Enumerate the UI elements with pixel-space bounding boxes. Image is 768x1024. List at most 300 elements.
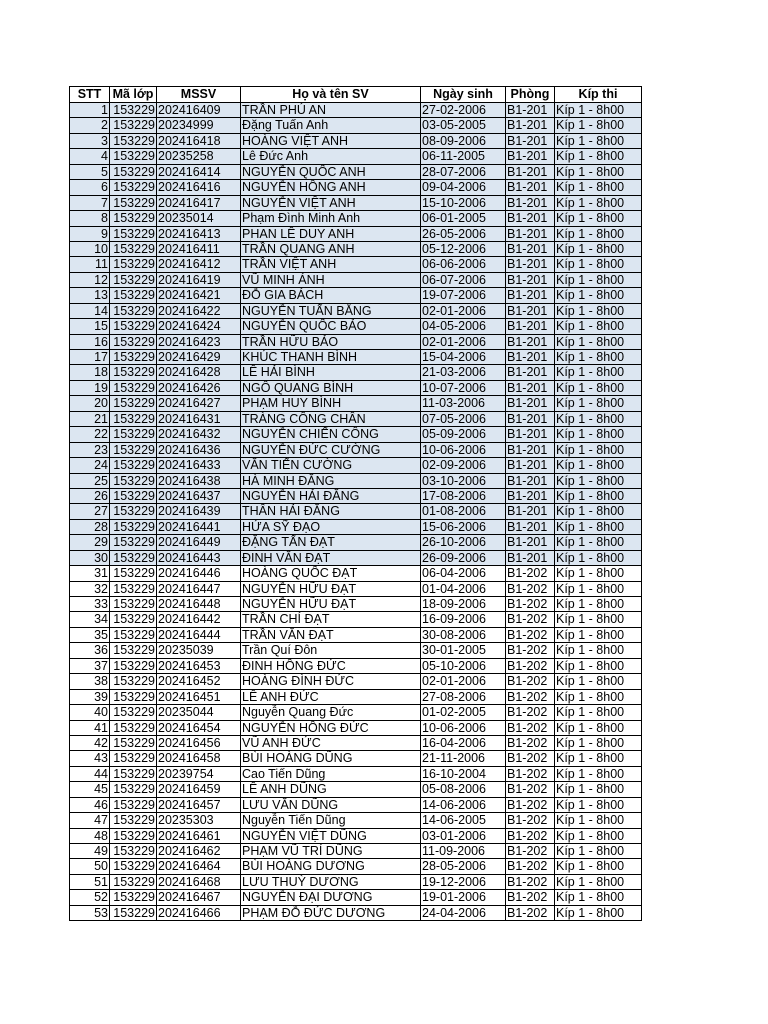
cell-student-name[interactable]: NGUYỄN VIỆT ANH bbox=[241, 195, 421, 210]
cell-stt[interactable]: 47 bbox=[70, 813, 110, 828]
cell-stt[interactable]: 36 bbox=[70, 643, 110, 658]
cell-stt[interactable]: 33 bbox=[70, 597, 110, 612]
cell-room[interactable]: B1-201 bbox=[506, 303, 555, 318]
cell-student-id[interactable]: 202416433 bbox=[157, 458, 241, 473]
cell-student-name[interactable]: NGUYỄN HỮU ĐẠT bbox=[241, 597, 421, 612]
cell-student-name[interactable]: ĐINH VĂN ĐẠT bbox=[241, 550, 421, 565]
cell-class-code[interactable]: 153229 bbox=[110, 550, 157, 565]
cell-room[interactable]: B1-201 bbox=[506, 334, 555, 349]
cell-student-id[interactable]: 202416432 bbox=[157, 427, 241, 442]
cell-exam-slot[interactable]: Kíp 1 - 8h00 bbox=[555, 581, 642, 596]
cell-exam-slot[interactable]: Kíp 1 - 8h00 bbox=[555, 813, 642, 828]
cell-student-id[interactable]: 202416428 bbox=[157, 365, 241, 380]
cell-exam-slot[interactable]: Kíp 1 - 8h00 bbox=[555, 303, 642, 318]
cell-birth-date[interactable]: 10-07-2006 bbox=[421, 380, 506, 395]
cell-exam-slot[interactable]: Kíp 1 - 8h00 bbox=[555, 504, 642, 519]
cell-student-name[interactable]: PHẠM VŨ TRÍ DŨNG bbox=[241, 844, 421, 859]
cell-class-code[interactable]: 153229 bbox=[110, 272, 157, 287]
cell-student-id[interactable]: 20235014 bbox=[157, 211, 241, 226]
cell-student-name[interactable]: HỨA SỸ ĐẠO bbox=[241, 519, 421, 534]
header-class-code[interactable]: Mã lớp bbox=[110, 87, 157, 103]
cell-exam-slot[interactable]: Kíp 1 - 8h00 bbox=[555, 890, 642, 905]
cell-student-id[interactable]: 202416436 bbox=[157, 442, 241, 457]
cell-student-name[interactable]: NGUYỄN TUẤN BẰNG bbox=[241, 303, 421, 318]
cell-student-name[interactable]: TRÀNG CÔNG CHÂN bbox=[241, 411, 421, 426]
cell-exam-slot[interactable]: Kíp 1 - 8h00 bbox=[555, 535, 642, 550]
cell-stt[interactable]: 7 bbox=[70, 195, 110, 210]
cell-room[interactable]: B1-202 bbox=[506, 890, 555, 905]
cell-student-name[interactable]: PHẠM ĐỖ ĐỨC DƯƠNG bbox=[241, 905, 421, 920]
cell-class-code[interactable]: 153229 bbox=[110, 566, 157, 581]
cell-student-name[interactable]: NGUYỄN ĐẠI DƯƠNG bbox=[241, 890, 421, 905]
cell-student-id[interactable]: 202416452 bbox=[157, 674, 241, 689]
cell-birth-date[interactable]: 16-09-2006 bbox=[421, 612, 506, 627]
cell-student-id[interactable]: 202416447 bbox=[157, 581, 241, 596]
cell-student-id[interactable]: 202416439 bbox=[157, 504, 241, 519]
cell-exam-slot[interactable]: Kíp 1 - 8h00 bbox=[555, 241, 642, 256]
cell-stt[interactable]: 39 bbox=[70, 689, 110, 704]
cell-room[interactable]: B1-201 bbox=[506, 488, 555, 503]
cell-student-name[interactable]: Đặng Tuấn Anh bbox=[241, 118, 421, 133]
cell-stt[interactable]: 15 bbox=[70, 319, 110, 334]
cell-room[interactable]: B1-201 bbox=[506, 195, 555, 210]
cell-exam-slot[interactable]: Kíp 1 - 8h00 bbox=[555, 828, 642, 843]
cell-room[interactable]: B1-202 bbox=[506, 905, 555, 920]
cell-student-name[interactable]: HÀ MINH ĐĂNG bbox=[241, 473, 421, 488]
cell-student-name[interactable]: LÊ ANH ĐỨC bbox=[241, 689, 421, 704]
cell-student-id[interactable]: 202416453 bbox=[157, 658, 241, 673]
cell-student-name[interactable]: Trần Quí Đôn bbox=[241, 643, 421, 658]
cell-student-id[interactable]: 202416418 bbox=[157, 133, 241, 148]
cell-class-code[interactable]: 153229 bbox=[110, 241, 157, 256]
cell-room[interactable]: B1-202 bbox=[506, 597, 555, 612]
cell-stt[interactable]: 13 bbox=[70, 288, 110, 303]
cell-class-code[interactable]: 153229 bbox=[110, 458, 157, 473]
cell-room[interactable]: B1-201 bbox=[506, 365, 555, 380]
cell-birth-date[interactable]: 15-04-2006 bbox=[421, 350, 506, 365]
cell-room[interactable]: B1-201 bbox=[506, 535, 555, 550]
cell-class-code[interactable]: 153229 bbox=[110, 473, 157, 488]
cell-birth-date[interactable]: 26-05-2006 bbox=[421, 226, 506, 241]
cell-exam-slot[interactable]: Kíp 1 - 8h00 bbox=[555, 874, 642, 889]
cell-room[interactable]: B1-201 bbox=[506, 427, 555, 442]
cell-room[interactable]: B1-201 bbox=[506, 411, 555, 426]
cell-student-name[interactable]: NGUYỄN HỒNG ĐỨC bbox=[241, 720, 421, 735]
cell-student-name[interactable]: TRẦN HỮU BẢO bbox=[241, 334, 421, 349]
cell-class-code[interactable]: 153229 bbox=[110, 828, 157, 843]
cell-student-id[interactable]: 202416414 bbox=[157, 164, 241, 179]
cell-class-code[interactable]: 153229 bbox=[110, 411, 157, 426]
cell-class-code[interactable]: 153229 bbox=[110, 627, 157, 642]
cell-birth-date[interactable]: 16-04-2006 bbox=[421, 735, 506, 750]
cell-exam-slot[interactable]: Kíp 1 - 8h00 bbox=[555, 627, 642, 642]
cell-class-code[interactable]: 153229 bbox=[110, 874, 157, 889]
cell-stt[interactable]: 25 bbox=[70, 473, 110, 488]
cell-exam-slot[interactable]: Kíp 1 - 8h00 bbox=[555, 226, 642, 241]
cell-exam-slot[interactable]: Kíp 1 - 8h00 bbox=[555, 257, 642, 272]
cell-exam-slot[interactable]: Kíp 1 - 8h00 bbox=[555, 751, 642, 766]
cell-exam-slot[interactable]: Kíp 1 - 8h00 bbox=[555, 488, 642, 503]
cell-stt[interactable]: 11 bbox=[70, 257, 110, 272]
cell-room[interactable]: B1-202 bbox=[506, 566, 555, 581]
cell-stt[interactable]: 52 bbox=[70, 890, 110, 905]
cell-stt[interactable]: 41 bbox=[70, 720, 110, 735]
header-room[interactable]: Phòng bbox=[506, 87, 555, 103]
cell-student-id[interactable]: 202416422 bbox=[157, 303, 241, 318]
cell-class-code[interactable]: 153229 bbox=[110, 288, 157, 303]
cell-birth-date[interactable]: 01-08-2006 bbox=[421, 504, 506, 519]
cell-exam-slot[interactable]: Kíp 1 - 8h00 bbox=[555, 705, 642, 720]
cell-birth-date[interactable]: 05-09-2006 bbox=[421, 427, 506, 442]
cell-stt[interactable]: 19 bbox=[70, 380, 110, 395]
header-stt[interactable]: STT bbox=[70, 87, 110, 103]
cell-student-name[interactable]: LƯU THUỲ DƯƠNG bbox=[241, 874, 421, 889]
cell-room[interactable]: B1-202 bbox=[506, 859, 555, 874]
cell-birth-date[interactable]: 15-06-2006 bbox=[421, 519, 506, 534]
cell-student-name[interactable]: NGUYỄN CHIẾN CÔNG bbox=[241, 427, 421, 442]
cell-student-name[interactable]: NGUYỄN QUỐC BẢO bbox=[241, 319, 421, 334]
cell-exam-slot[interactable]: Kíp 1 - 8h00 bbox=[555, 766, 642, 781]
cell-student-name[interactable]: VĂN TIẾN CƯỜNG bbox=[241, 458, 421, 473]
cell-stt[interactable]: 6 bbox=[70, 180, 110, 195]
cell-birth-date[interactable]: 28-07-2006 bbox=[421, 164, 506, 179]
cell-exam-slot[interactable]: Kíp 1 - 8h00 bbox=[555, 735, 642, 750]
cell-student-id[interactable]: 202416423 bbox=[157, 334, 241, 349]
cell-stt[interactable]: 42 bbox=[70, 735, 110, 750]
cell-stt[interactable]: 48 bbox=[70, 828, 110, 843]
cell-stt[interactable]: 50 bbox=[70, 859, 110, 874]
cell-stt[interactable]: 20 bbox=[70, 396, 110, 411]
cell-student-name[interactable]: ĐẶNG TẤN ĐẠT bbox=[241, 535, 421, 550]
cell-birth-date[interactable]: 06-04-2006 bbox=[421, 566, 506, 581]
cell-student-name[interactable]: THÂN HẢI ĐĂNG bbox=[241, 504, 421, 519]
cell-stt[interactable]: 26 bbox=[70, 488, 110, 503]
cell-room[interactable]: B1-202 bbox=[506, 612, 555, 627]
cell-birth-date[interactable]: 06-01-2005 bbox=[421, 211, 506, 226]
cell-exam-slot[interactable]: Kíp 1 - 8h00 bbox=[555, 411, 642, 426]
cell-exam-slot[interactable]: Kíp 1 - 8h00 bbox=[555, 396, 642, 411]
cell-birth-date[interactable]: 02-01-2006 bbox=[421, 334, 506, 349]
cell-room[interactable]: B1-201 bbox=[506, 103, 555, 118]
cell-room[interactable]: B1-201 bbox=[506, 164, 555, 179]
cell-class-code[interactable]: 153229 bbox=[110, 365, 157, 380]
cell-birth-date[interactable]: 06-06-2006 bbox=[421, 257, 506, 272]
cell-stt[interactable]: 5 bbox=[70, 164, 110, 179]
cell-birth-date[interactable]: 06-07-2006 bbox=[421, 272, 506, 287]
cell-birth-date[interactable]: 05-10-2006 bbox=[421, 658, 506, 673]
cell-room[interactable]: B1-201 bbox=[506, 458, 555, 473]
cell-student-name[interactable]: LÊ ANH DŨNG bbox=[241, 782, 421, 797]
cell-stt[interactable]: 16 bbox=[70, 334, 110, 349]
cell-stt[interactable]: 34 bbox=[70, 612, 110, 627]
cell-stt[interactable]: 38 bbox=[70, 674, 110, 689]
cell-class-code[interactable]: 153229 bbox=[110, 504, 157, 519]
cell-room[interactable]: B1-202 bbox=[506, 828, 555, 843]
cell-stt[interactable]: 31 bbox=[70, 566, 110, 581]
cell-exam-slot[interactable]: Kíp 1 - 8h00 bbox=[555, 566, 642, 581]
cell-room[interactable]: B1-201 bbox=[506, 288, 555, 303]
cell-student-id[interactable]: 202416437 bbox=[157, 488, 241, 503]
cell-student-name[interactable]: TRẦN PHÚ AN bbox=[241, 103, 421, 118]
cell-room[interactable]: B1-202 bbox=[506, 705, 555, 720]
cell-student-id[interactable]: 20239754 bbox=[157, 766, 241, 781]
cell-student-id[interactable]: 20234999 bbox=[157, 118, 241, 133]
cell-class-code[interactable]: 153229 bbox=[110, 164, 157, 179]
cell-class-code[interactable]: 153229 bbox=[110, 597, 157, 612]
cell-class-code[interactable]: 153229 bbox=[110, 350, 157, 365]
cell-stt[interactable]: 51 bbox=[70, 874, 110, 889]
cell-stt[interactable]: 37 bbox=[70, 658, 110, 673]
cell-class-code[interactable]: 153229 bbox=[110, 319, 157, 334]
cell-student-id[interactable]: 202416464 bbox=[157, 859, 241, 874]
cell-student-id[interactable]: 202416457 bbox=[157, 797, 241, 812]
cell-exam-slot[interactable]: Kíp 1 - 8h00 bbox=[555, 689, 642, 704]
cell-student-name[interactable]: HOÀNG ĐÌNH ĐỨC bbox=[241, 674, 421, 689]
cell-exam-slot[interactable]: Kíp 1 - 8h00 bbox=[555, 442, 642, 457]
cell-exam-slot[interactable]: Kíp 1 - 8h00 bbox=[555, 195, 642, 210]
cell-exam-slot[interactable]: Kíp 1 - 8h00 bbox=[555, 365, 642, 380]
cell-class-code[interactable]: 153229 bbox=[110, 226, 157, 241]
cell-class-code[interactable]: 153229 bbox=[110, 303, 157, 318]
cell-student-name[interactable]: ĐỖ GIA BÁCH bbox=[241, 288, 421, 303]
cell-birth-date[interactable]: 27-02-2006 bbox=[421, 103, 506, 118]
cell-class-code[interactable]: 153229 bbox=[110, 581, 157, 596]
cell-student-id[interactable]: 202416454 bbox=[157, 720, 241, 735]
cell-student-id[interactable]: 202416424 bbox=[157, 319, 241, 334]
cell-class-code[interactable]: 153229 bbox=[110, 720, 157, 735]
cell-stt[interactable]: 17 bbox=[70, 350, 110, 365]
cell-class-code[interactable]: 153229 bbox=[110, 735, 157, 750]
cell-student-id[interactable]: 202416443 bbox=[157, 550, 241, 565]
cell-birth-date[interactable]: 10-06-2006 bbox=[421, 442, 506, 457]
cell-birth-date[interactable]: 05-12-2006 bbox=[421, 241, 506, 256]
cell-birth-date[interactable]: 14-06-2005 bbox=[421, 813, 506, 828]
cell-student-name[interactable]: HOÀNG VIỆT ANH bbox=[241, 133, 421, 148]
cell-stt[interactable]: 44 bbox=[70, 766, 110, 781]
cell-room[interactable]: B1-202 bbox=[506, 874, 555, 889]
cell-birth-date[interactable]: 03-01-2006 bbox=[421, 828, 506, 843]
cell-birth-date[interactable]: 24-04-2006 bbox=[421, 905, 506, 920]
cell-student-id[interactable]: 202416461 bbox=[157, 828, 241, 843]
cell-room[interactable]: B1-201 bbox=[506, 272, 555, 287]
cell-student-id[interactable]: 202416459 bbox=[157, 782, 241, 797]
cell-exam-slot[interactable]: Kíp 1 - 8h00 bbox=[555, 720, 642, 735]
cell-stt[interactable]: 45 bbox=[70, 782, 110, 797]
cell-student-id[interactable]: 202416412 bbox=[157, 257, 241, 272]
cell-exam-slot[interactable]: Kíp 1 - 8h00 bbox=[555, 103, 642, 118]
cell-exam-slot[interactable]: Kíp 1 - 8h00 bbox=[555, 658, 642, 673]
cell-class-code[interactable]: 153229 bbox=[110, 519, 157, 534]
cell-exam-slot[interactable]: Kíp 1 - 8h00 bbox=[555, 380, 642, 395]
cell-birth-date[interactable]: 01-04-2006 bbox=[421, 581, 506, 596]
cell-student-id[interactable]: 202416466 bbox=[157, 905, 241, 920]
cell-student-id[interactable]: 202416449 bbox=[157, 535, 241, 550]
cell-room[interactable]: B1-202 bbox=[506, 689, 555, 704]
cell-student-id[interactable]: 202416444 bbox=[157, 627, 241, 642]
cell-student-name[interactable]: NGUYỄN ĐỨC CƯỜNG bbox=[241, 442, 421, 457]
cell-stt[interactable]: 28 bbox=[70, 519, 110, 534]
cell-class-code[interactable]: 153229 bbox=[110, 797, 157, 812]
cell-birth-date[interactable]: 11-09-2006 bbox=[421, 844, 506, 859]
cell-student-name[interactable]: KHÚC THANH BÌNH bbox=[241, 350, 421, 365]
cell-exam-slot[interactable]: Kíp 1 - 8h00 bbox=[555, 180, 642, 195]
cell-room[interactable]: B1-201 bbox=[506, 519, 555, 534]
cell-student-name[interactable]: TRẦN CHÍ ĐẠT bbox=[241, 612, 421, 627]
cell-birth-date[interactable]: 08-09-2006 bbox=[421, 133, 506, 148]
cell-room[interactable]: B1-201 bbox=[506, 396, 555, 411]
cell-exam-slot[interactable]: Kíp 1 - 8h00 bbox=[555, 519, 642, 534]
cell-student-id[interactable]: 202416426 bbox=[157, 380, 241, 395]
cell-exam-slot[interactable]: Kíp 1 - 8h00 bbox=[555, 334, 642, 349]
cell-exam-slot[interactable]: Kíp 1 - 8h00 bbox=[555, 164, 642, 179]
cell-student-id[interactable]: 202416417 bbox=[157, 195, 241, 210]
cell-room[interactable]: B1-202 bbox=[506, 813, 555, 828]
cell-class-code[interactable]: 153229 bbox=[110, 334, 157, 349]
cell-student-id[interactable]: 202416419 bbox=[157, 272, 241, 287]
cell-room[interactable]: B1-202 bbox=[506, 674, 555, 689]
cell-class-code[interactable]: 153229 bbox=[110, 612, 157, 627]
cell-room[interactable]: B1-201 bbox=[506, 257, 555, 272]
cell-class-code[interactable]: 153229 bbox=[110, 195, 157, 210]
cell-exam-slot[interactable]: Kíp 1 - 8h00 bbox=[555, 149, 642, 164]
cell-student-id[interactable]: 202416413 bbox=[157, 226, 241, 241]
cell-exam-slot[interactable]: Kíp 1 - 8h00 bbox=[555, 319, 642, 334]
cell-student-id[interactable]: 202416427 bbox=[157, 396, 241, 411]
cell-class-code[interactable]: 153229 bbox=[110, 766, 157, 781]
cell-student-name[interactable]: TRẦN VĂN ĐẠT bbox=[241, 627, 421, 642]
cell-exam-slot[interactable]: Kíp 1 - 8h00 bbox=[555, 782, 642, 797]
cell-birth-date[interactable]: 26-10-2006 bbox=[421, 535, 506, 550]
cell-exam-slot[interactable]: Kíp 1 - 8h00 bbox=[555, 674, 642, 689]
cell-exam-slot[interactable]: Kíp 1 - 8h00 bbox=[555, 597, 642, 612]
cell-birth-date[interactable]: 26-09-2006 bbox=[421, 550, 506, 565]
cell-exam-slot[interactable]: Kíp 1 - 8h00 bbox=[555, 272, 642, 287]
cell-class-code[interactable]: 153229 bbox=[110, 535, 157, 550]
cell-birth-date[interactable]: 03-05-2005 bbox=[421, 118, 506, 133]
cell-student-id[interactable]: 202416431 bbox=[157, 411, 241, 426]
cell-student-name[interactable]: ĐINH HỒNG ĐỨC bbox=[241, 658, 421, 673]
cell-student-name[interactable]: VŨ ANH ĐỨC bbox=[241, 735, 421, 750]
cell-stt[interactable]: 29 bbox=[70, 535, 110, 550]
cell-stt[interactable]: 32 bbox=[70, 581, 110, 596]
cell-room[interactable]: B1-202 bbox=[506, 782, 555, 797]
cell-class-code[interactable]: 153229 bbox=[110, 751, 157, 766]
cell-room[interactable]: B1-201 bbox=[506, 133, 555, 148]
cell-student-name[interactable]: Nguyễn Tiến Dũng bbox=[241, 813, 421, 828]
cell-student-id[interactable]: 202416462 bbox=[157, 844, 241, 859]
cell-stt[interactable]: 4 bbox=[70, 149, 110, 164]
cell-birth-date[interactable]: 30-08-2006 bbox=[421, 627, 506, 642]
cell-student-id[interactable]: 20235303 bbox=[157, 813, 241, 828]
cell-class-code[interactable]: 153229 bbox=[110, 705, 157, 720]
cell-class-code[interactable]: 153229 bbox=[110, 427, 157, 442]
cell-birth-date[interactable]: 14-06-2006 bbox=[421, 797, 506, 812]
cell-birth-date[interactable]: 21-03-2006 bbox=[421, 365, 506, 380]
cell-room[interactable]: B1-202 bbox=[506, 766, 555, 781]
cell-room[interactable]: B1-201 bbox=[506, 241, 555, 256]
cell-exam-slot[interactable]: Kíp 1 - 8h00 bbox=[555, 905, 642, 920]
cell-exam-slot[interactable]: Kíp 1 - 8h00 bbox=[555, 350, 642, 365]
cell-room[interactable]: B1-201 bbox=[506, 550, 555, 565]
cell-stt[interactable]: 40 bbox=[70, 705, 110, 720]
cell-birth-date[interactable]: 02-01-2006 bbox=[421, 674, 506, 689]
cell-stt[interactable]: 35 bbox=[70, 627, 110, 642]
cell-room[interactable]: B1-202 bbox=[506, 643, 555, 658]
cell-birth-date[interactable]: 04-05-2006 bbox=[421, 319, 506, 334]
cell-birth-date[interactable]: 02-09-2006 bbox=[421, 458, 506, 473]
cell-stt[interactable]: 14 bbox=[70, 303, 110, 318]
cell-stt[interactable]: 22 bbox=[70, 427, 110, 442]
cell-student-name[interactable]: NGUYỄN VIỆT DŨNG bbox=[241, 828, 421, 843]
cell-exam-slot[interactable]: Kíp 1 - 8h00 bbox=[555, 458, 642, 473]
cell-student-name[interactable]: Nguyễn Quang Đức bbox=[241, 705, 421, 720]
cell-stt[interactable]: 53 bbox=[70, 905, 110, 920]
cell-student-id[interactable]: 202416438 bbox=[157, 473, 241, 488]
cell-class-code[interactable]: 153229 bbox=[110, 396, 157, 411]
cell-student-name[interactable]: Cao Tiến Dũng bbox=[241, 766, 421, 781]
cell-student-id[interactable]: 202416467 bbox=[157, 890, 241, 905]
cell-student-id[interactable]: 20235258 bbox=[157, 149, 241, 164]
cell-exam-slot[interactable]: Kíp 1 - 8h00 bbox=[555, 844, 642, 859]
cell-class-code[interactable]: 153229 bbox=[110, 890, 157, 905]
cell-student-name[interactable]: Lê Đức Anh bbox=[241, 149, 421, 164]
cell-stt[interactable]: 10 bbox=[70, 241, 110, 256]
cell-class-code[interactable]: 153229 bbox=[110, 149, 157, 164]
cell-birth-date[interactable]: 30-01-2005 bbox=[421, 643, 506, 658]
cell-student-name[interactable]: NGUYỄN HẢI ĐĂNG bbox=[241, 488, 421, 503]
cell-student-id[interactable]: 202416468 bbox=[157, 874, 241, 889]
cell-room[interactable]: B1-201 bbox=[506, 380, 555, 395]
cell-room[interactable]: B1-201 bbox=[506, 118, 555, 133]
cell-student-name[interactable]: TRẦN VIỆT ANH bbox=[241, 257, 421, 272]
cell-student-name[interactable]: Phạm Đình Minh Anh bbox=[241, 211, 421, 226]
cell-student-name[interactable]: NGUYỄN HỮU ĐẠT bbox=[241, 581, 421, 596]
cell-class-code[interactable]: 153229 bbox=[110, 813, 157, 828]
cell-stt[interactable]: 2 bbox=[70, 118, 110, 133]
cell-birth-date[interactable]: 07-05-2006 bbox=[421, 411, 506, 426]
cell-student-id[interactable]: 202416456 bbox=[157, 735, 241, 750]
cell-class-code[interactable]: 153229 bbox=[110, 257, 157, 272]
cell-stt[interactable]: 21 bbox=[70, 411, 110, 426]
cell-student-name[interactable]: NGUYỄN HỒNG ANH bbox=[241, 180, 421, 195]
cell-class-code[interactable]: 153229 bbox=[110, 658, 157, 673]
cell-exam-slot[interactable]: Kíp 1 - 8h00 bbox=[555, 473, 642, 488]
cell-class-code[interactable]: 153229 bbox=[110, 782, 157, 797]
cell-room[interactable]: B1-201 bbox=[506, 350, 555, 365]
cell-birth-date[interactable]: 03-10-2006 bbox=[421, 473, 506, 488]
cell-student-id[interactable]: 202416448 bbox=[157, 597, 241, 612]
cell-student-id[interactable]: 202416411 bbox=[157, 241, 241, 256]
cell-birth-date[interactable]: 21-11-2006 bbox=[421, 751, 506, 766]
cell-birth-date[interactable]: 16-10-2004 bbox=[421, 766, 506, 781]
cell-exam-slot[interactable]: Kíp 1 - 8h00 bbox=[555, 797, 642, 812]
cell-birth-date[interactable]: 02-01-2006 bbox=[421, 303, 506, 318]
cell-class-code[interactable]: 153229 bbox=[110, 103, 157, 118]
cell-room[interactable]: B1-201 bbox=[506, 226, 555, 241]
cell-student-name[interactable]: PHẠM HUY BÌNH bbox=[241, 396, 421, 411]
cell-stt[interactable]: 24 bbox=[70, 458, 110, 473]
cell-class-code[interactable]: 153229 bbox=[110, 488, 157, 503]
cell-class-code[interactable]: 153229 bbox=[110, 859, 157, 874]
cell-class-code[interactable]: 153229 bbox=[110, 211, 157, 226]
cell-birth-date[interactable]: 19-07-2006 bbox=[421, 288, 506, 303]
cell-stt[interactable]: 46 bbox=[70, 797, 110, 812]
cell-student-name[interactable]: BÙI HOÀNG DŨNG bbox=[241, 751, 421, 766]
header-student-id[interactable]: MSSV bbox=[157, 87, 241, 103]
cell-room[interactable]: B1-201 bbox=[506, 149, 555, 164]
cell-class-code[interactable]: 153229 bbox=[110, 689, 157, 704]
cell-student-name[interactable]: NGUYỄN QUỐC ANH bbox=[241, 164, 421, 179]
